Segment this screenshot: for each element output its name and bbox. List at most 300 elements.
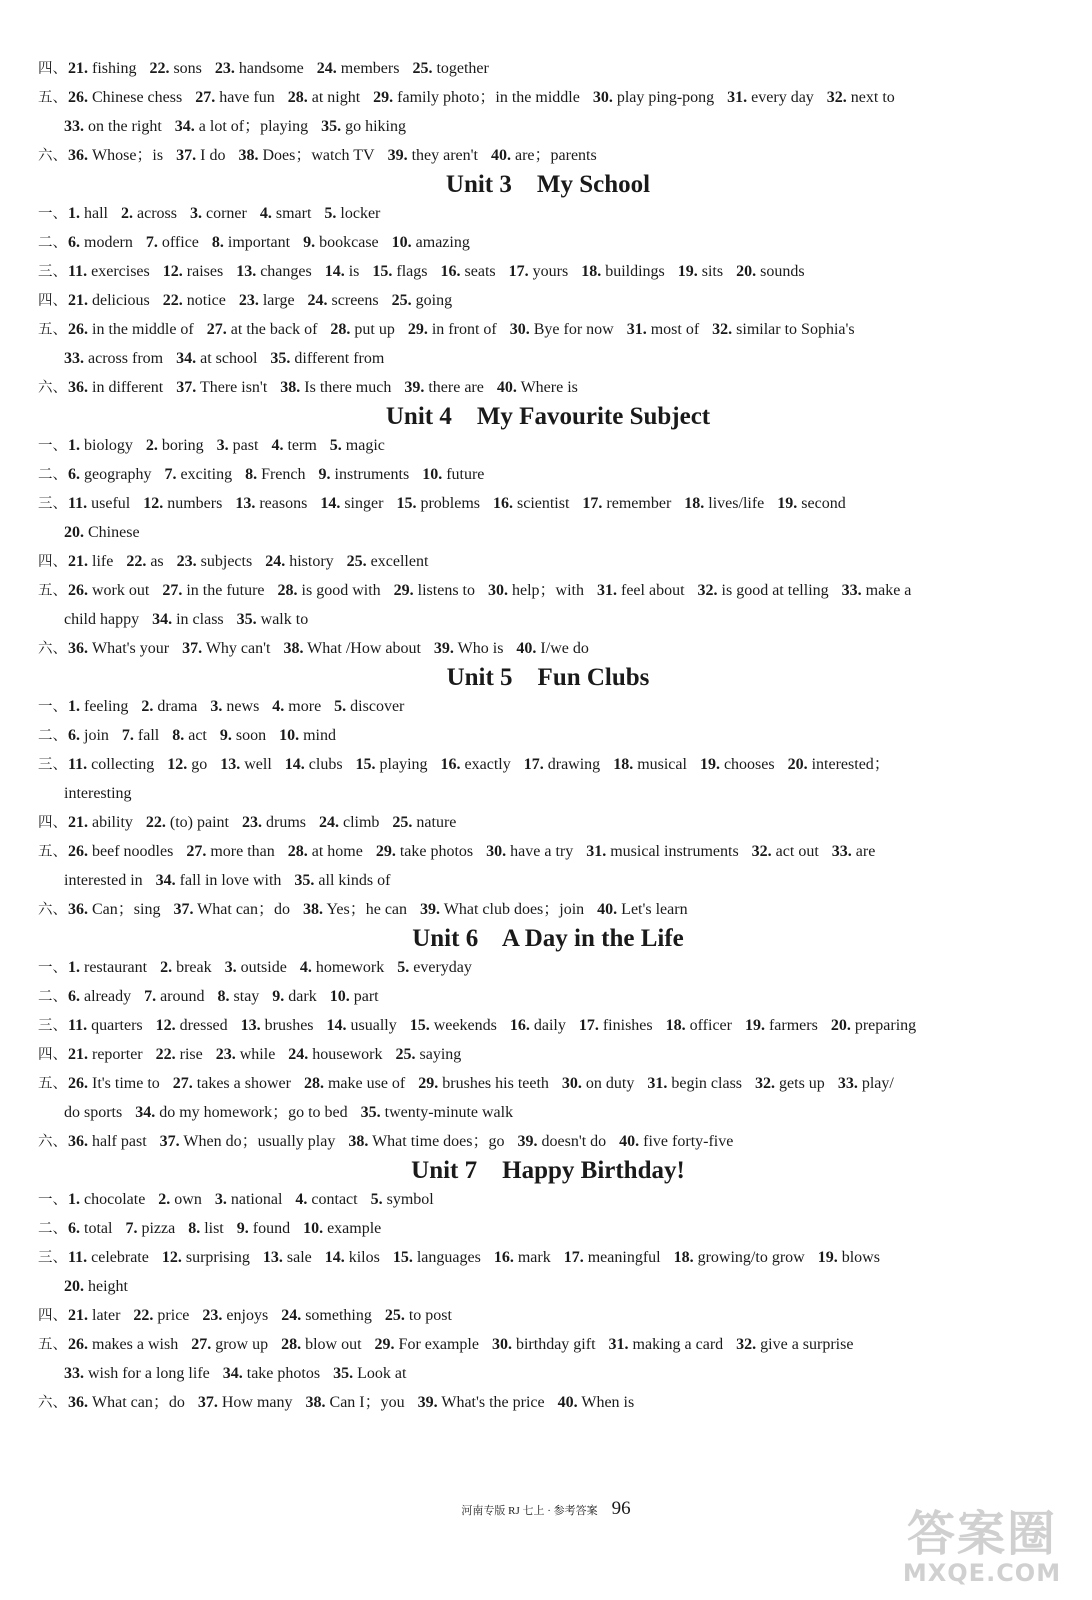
answer-line — [38, 692, 1058, 721]
answer-item — [319, 814, 379, 831]
answer-number: 2. — [160, 959, 173, 976]
answer-item — [372, 263, 427, 280]
answer-item — [207, 321, 318, 338]
answer-text: go hiking — [345, 118, 406, 135]
answer-text: discover — [350, 698, 405, 715]
answer-item — [64, 118, 162, 135]
answer-number: 34. — [135, 1104, 156, 1121]
answer-item — [303, 234, 379, 251]
answer-text: wish for a long life — [88, 1365, 210, 1382]
answer-item — [392, 234, 470, 251]
answer-line — [38, 808, 1058, 837]
answer-number: 27. — [206, 321, 227, 338]
answer-text: notice — [186, 292, 226, 309]
answer-text: different from — [294, 350, 385, 367]
answer-number: 25. — [392, 814, 413, 831]
answer-text: at home — [311, 843, 363, 860]
answer-text: at night — [311, 89, 361, 106]
answer-text: give a surprise — [760, 1336, 854, 1353]
answer-text: help；with — [512, 582, 584, 599]
answer-text: seats — [464, 263, 496, 280]
answer-line — [38, 1243, 1058, 1272]
answer-text: growing/to grow — [697, 1249, 805, 1266]
answer-item — [712, 321, 854, 338]
section-label: 五、 — [38, 90, 67, 106]
answer-item — [306, 1394, 405, 1411]
answer-number: 14. — [320, 495, 341, 512]
answer-number: 2. — [121, 205, 133, 222]
answer-number: 7. — [145, 234, 158, 251]
answer-text: example — [327, 1220, 382, 1237]
answer-text: finishes — [602, 1017, 653, 1034]
answer-number: 31. — [647, 1075, 668, 1092]
answer-text: in the future — [186, 582, 265, 599]
answer-number: 25. — [391, 292, 412, 309]
answer-item — [64, 611, 139, 628]
answer-text: amazing — [415, 234, 470, 251]
answer-text: do my homework；go to bed — [159, 1104, 348, 1121]
answer-line — [38, 228, 1058, 257]
answer-number: 39. — [433, 640, 454, 657]
answer-text: clubs — [308, 756, 343, 773]
answer-number: 30. — [509, 321, 530, 338]
answer-number: 12. — [162, 263, 183, 280]
answer-item — [237, 1220, 290, 1237]
answer-text: Does；watch TV — [262, 147, 375, 164]
answer-item — [736, 1336, 853, 1353]
answer-item — [68, 959, 147, 976]
answer-number: 18. — [673, 1249, 694, 1266]
answer-number: 37. — [176, 147, 197, 164]
answer-item — [324, 205, 380, 222]
answer-item — [300, 959, 384, 976]
answer-number: 26. — [68, 582, 88, 599]
answer-text: Where is — [520, 379, 578, 396]
answer-item — [68, 495, 130, 512]
answer-text: twenty-minute walk — [384, 1104, 514, 1121]
answer-item — [325, 263, 360, 280]
answer-item — [202, 1307, 268, 1324]
answer-item — [162, 1249, 250, 1266]
unit-title: Unit 7 Happy Birthday! — [411, 1157, 685, 1184]
answer-item — [68, 988, 131, 1005]
answer-item — [788, 756, 890, 773]
answer-number: 30. — [561, 1075, 582, 1092]
answer-text: every day — [751, 89, 814, 106]
answer-number: 14. — [324, 1249, 345, 1266]
answer-item — [68, 234, 133, 251]
answer-number: 40. — [619, 1133, 640, 1150]
answer-text: buildings — [605, 263, 665, 280]
answer-text: at school — [200, 350, 258, 367]
section-label: 一、 — [38, 206, 67, 222]
answer-line-continued — [38, 1359, 1058, 1388]
answer-item — [441, 756, 511, 773]
answer-item — [280, 379, 391, 396]
answer-text: grow up — [215, 1336, 269, 1353]
answer-number: 8. — [245, 466, 258, 483]
answer-item — [510, 321, 614, 338]
answer-number: 21. — [68, 292, 88, 309]
answer-text: act out — [775, 843, 819, 860]
answer-text: a lot of；playing — [198, 118, 309, 135]
answer-text: found — [252, 1220, 291, 1237]
answer-text: Chinese — [88, 524, 140, 541]
section-label: 六、 — [38, 1395, 67, 1411]
answer-number: 30. — [491, 1336, 512, 1353]
answer-item — [486, 843, 573, 860]
answer-text: blow out — [305, 1336, 362, 1353]
answer-number: 34. — [176, 350, 197, 367]
answer-number: 40. — [557, 1394, 578, 1411]
section-label: 五、 — [38, 844, 67, 860]
answer-text: break — [176, 959, 212, 976]
answer-number: 3. — [189, 205, 202, 222]
answer-item — [294, 872, 390, 889]
answer-number: 27. — [195, 89, 216, 106]
answer-item — [613, 756, 687, 773]
answer-item — [68, 814, 133, 831]
answer-number: 16. — [509, 1017, 530, 1034]
answer-number: 24. — [281, 1307, 302, 1324]
answer-number: 6. — [68, 727, 80, 744]
answer-text: biology — [84, 437, 133, 454]
answer-number: 14. — [284, 756, 305, 773]
answer-number: 11. — [68, 756, 88, 773]
answer-number: 30. — [592, 89, 613, 106]
answer-number: 23. — [176, 553, 197, 570]
answer-item — [410, 1017, 497, 1034]
answer-number: 31. — [727, 89, 748, 106]
answer-text: well — [244, 756, 272, 773]
answer-item — [279, 727, 336, 744]
answer-item — [295, 1191, 357, 1208]
answer-number: 4. — [295, 1191, 308, 1208]
watermark-logo: 答案圈 — [906, 1506, 1057, 1562]
answer-item — [727, 89, 814, 106]
answer-number: 20. — [736, 263, 757, 280]
answer-line — [38, 489, 1058, 518]
answer-number: 21. — [68, 60, 88, 77]
answer-number: 21. — [68, 1307, 88, 1324]
answer-item — [68, 1017, 143, 1034]
answer-item — [288, 843, 363, 860]
answer-number: 4. — [299, 959, 312, 976]
answer-number: 27. — [191, 1336, 212, 1353]
answer-text: outside — [240, 959, 287, 976]
answer-item — [334, 698, 404, 715]
answer-text: When do；usually play — [183, 1133, 336, 1150]
answer-number: 34. — [152, 611, 173, 628]
answer-number: 8. — [172, 727, 185, 744]
answer-number: 24. — [265, 553, 286, 570]
answer-number: 36. — [68, 901, 88, 918]
answer-number: 34. — [174, 118, 195, 135]
section-label: 三、 — [38, 264, 67, 280]
answer-number: 7. — [164, 466, 177, 483]
answer-item — [68, 321, 194, 338]
answer-text: is good with — [301, 582, 381, 599]
answer-number: 15. — [396, 495, 417, 512]
answer-text: total — [84, 1220, 113, 1237]
answer-number: 37. — [182, 640, 203, 657]
answer-line — [38, 257, 1058, 286]
answer-number: 22. — [149, 60, 170, 77]
answer-text: corner — [205, 205, 247, 222]
answer-item — [68, 1249, 149, 1266]
answer-number: 4. — [272, 698, 285, 715]
answer-text: officer — [689, 1017, 732, 1034]
answer-item — [215, 1191, 283, 1208]
answer-item — [176, 350, 257, 367]
answer-item — [260, 205, 312, 222]
answer-text: sale — [286, 1249, 312, 1266]
answer-number: 13. — [235, 495, 256, 512]
answer-item — [491, 147, 597, 164]
answer-item — [308, 292, 379, 309]
answer-item — [562, 1075, 634, 1092]
answer-number: 2. — [145, 437, 158, 454]
answer-text: fall in love with — [179, 872, 282, 889]
answer-item — [422, 466, 484, 483]
answer-item — [347, 553, 429, 570]
answer-text: take photos — [246, 1365, 321, 1382]
answer-item — [420, 901, 584, 918]
answer-item — [319, 466, 410, 483]
answer-item — [317, 60, 400, 77]
answer-item — [492, 1336, 596, 1353]
answer-text: child happy — [64, 611, 140, 628]
answer-text: brushes his teeth — [442, 1075, 549, 1092]
answer-text: lives/life — [708, 495, 765, 512]
answer-text: What's the price — [441, 1394, 545, 1411]
answer-number: 27. — [172, 1075, 193, 1092]
answer-item — [518, 1133, 607, 1150]
answer-item — [220, 727, 266, 744]
answer-number: 24. — [307, 292, 328, 309]
answer-item — [68, 1075, 160, 1092]
answer-number: 39. — [387, 147, 408, 164]
answer-number: 32. — [736, 1336, 757, 1353]
answer-number: 12. — [167, 756, 188, 773]
section-label: 三、 — [38, 757, 67, 773]
answer-item — [777, 495, 845, 512]
answer-item — [68, 756, 154, 773]
answer-text: Is there much — [304, 379, 392, 396]
answer-text: meaningful — [587, 1249, 661, 1266]
answer-number: 35. — [321, 118, 342, 135]
answer-text: Can；sing — [92, 901, 161, 918]
answer-text: list — [204, 1220, 224, 1237]
answer-text: half past — [92, 1133, 147, 1150]
answer-text: across — [137, 205, 177, 222]
section-label: 六、 — [38, 380, 67, 396]
answer-text: exercises — [91, 263, 150, 280]
answer-number: 1. — [68, 698, 80, 715]
answer-text: more than — [210, 843, 275, 860]
answer-number: 28. — [281, 1336, 302, 1353]
answer-item — [68, 1220, 112, 1237]
answer-text: (to) paint — [169, 814, 229, 831]
answer-item — [396, 1046, 462, 1063]
answer-item — [842, 582, 912, 599]
answer-text: raises — [186, 263, 224, 280]
answer-text: numbers — [167, 495, 223, 512]
answer-item — [237, 611, 309, 628]
answer-text: makes a wish — [92, 1336, 179, 1353]
answer-text: across from — [88, 350, 164, 367]
answer-text: singer — [344, 495, 384, 512]
answer-text: soon — [235, 727, 267, 744]
answer-item — [371, 1191, 434, 1208]
answer-number: 33. — [841, 582, 862, 599]
answer-text: feel about — [621, 582, 685, 599]
answer-text: mark — [517, 1249, 551, 1266]
answer-key-body — [38, 54, 1058, 1417]
answer-number: 17. — [523, 756, 544, 773]
answer-text: chooses — [723, 756, 775, 773]
answer-item — [745, 1017, 818, 1034]
answer-item — [827, 89, 895, 106]
answer-number: 33. — [64, 1365, 84, 1382]
answer-text: symbol — [386, 1191, 434, 1208]
answer-item — [176, 379, 267, 396]
answer-line — [38, 634, 1058, 663]
section-label: 四、 — [38, 815, 67, 831]
answer-text: fall — [137, 727, 160, 744]
answer-item — [818, 1249, 880, 1266]
answer-number: 26. — [68, 321, 88, 338]
answer-text: Let's learn — [621, 901, 688, 918]
answer-text: sons — [173, 60, 202, 77]
answer-item — [303, 901, 407, 918]
answer-line — [38, 837, 1058, 866]
answer-text: there are — [428, 379, 484, 396]
answer-item — [494, 1249, 551, 1266]
section-label: 五、 — [38, 1076, 67, 1092]
answer-item — [831, 1017, 916, 1034]
answer-number: 8. — [211, 234, 224, 251]
answer-line — [38, 54, 1058, 83]
answer-number: 15. — [372, 263, 393, 280]
answer-number: 12. — [143, 495, 164, 512]
answer-number: 38. — [348, 1133, 369, 1150]
answer-text: do sports — [64, 1104, 123, 1121]
answer-text: Chinese chess — [92, 89, 183, 106]
page-number: 96 — [611, 1498, 631, 1519]
answer-item — [172, 727, 207, 744]
answer-number: 39. — [420, 901, 441, 918]
answer-number: 32. — [826, 89, 847, 106]
answer-item — [122, 727, 159, 744]
answer-item — [434, 640, 504, 657]
answer-number: 40. — [496, 379, 517, 396]
answer-number: 21. — [68, 814, 88, 831]
answer-item — [190, 205, 247, 222]
answer-text: stay — [233, 988, 260, 1005]
answer-item — [385, 1307, 452, 1324]
answer-item — [392, 814, 456, 831]
answer-item — [68, 582, 149, 599]
answer-text: they aren't — [411, 147, 478, 164]
answer-text: large — [262, 292, 295, 309]
answer-number: 4. — [271, 437, 284, 454]
answer-text: languages — [416, 1249, 481, 1266]
answer-text: all kinds of — [318, 872, 391, 889]
answer-text: collecting — [91, 756, 155, 773]
answer-text: Who is — [457, 640, 504, 657]
answer-item — [64, 1104, 122, 1121]
answer-number: 36. — [68, 379, 88, 396]
answer-item — [558, 1394, 635, 1411]
answer-item — [68, 698, 128, 715]
answer-text: going — [415, 292, 453, 309]
answer-number: 34. — [222, 1365, 243, 1382]
answer-text: height — [88, 1278, 128, 1295]
answer-item — [191, 1336, 268, 1353]
answer-text: reporter — [92, 1046, 143, 1063]
answer-number: 19. — [699, 756, 720, 773]
answer-number: 40. — [597, 901, 618, 918]
answer-text: news — [226, 698, 260, 715]
answer-text: act — [188, 727, 207, 744]
answer-number: 23. — [238, 292, 259, 309]
answer-number: 36. — [68, 1133, 88, 1150]
answer-number: 22. — [133, 1307, 154, 1324]
answer-number: 3. — [210, 698, 223, 715]
answer-text: future — [446, 466, 485, 483]
answer-item — [160, 1133, 336, 1150]
answer-number: 15. — [409, 1017, 430, 1034]
answer-item — [64, 524, 140, 541]
answer-number: 15. — [355, 756, 376, 773]
answer-text: ability — [92, 814, 133, 831]
answer-item — [68, 1394, 185, 1411]
section-label: 二、 — [38, 235, 67, 251]
answer-number: 5. — [334, 698, 347, 715]
answer-text: are — [855, 843, 876, 860]
answer-number: 29. — [374, 1336, 395, 1353]
answer-text: in class — [176, 611, 224, 628]
answer-number: 18. — [581, 263, 602, 280]
answer-item — [215, 60, 304, 77]
section-label: 五、 — [38, 583, 67, 599]
answer-item — [272, 988, 316, 1005]
answer-number: 32. — [712, 321, 733, 338]
answer-line — [38, 1388, 1058, 1417]
answer-text: price — [157, 1307, 190, 1324]
answer-item — [320, 495, 383, 512]
answer-item — [68, 640, 169, 657]
answer-item — [236, 263, 312, 280]
section-label: 一、 — [38, 699, 67, 715]
answer-item — [356, 756, 428, 773]
answer-text: What's your — [92, 640, 170, 657]
answer-number: 16. — [440, 756, 461, 773]
answer-text: subjects — [200, 553, 253, 570]
answer-text: It's time to — [92, 1075, 160, 1092]
answer-item — [149, 60, 201, 77]
answer-item — [68, 1336, 178, 1353]
answer-line — [38, 721, 1058, 750]
answer-number: 3. — [224, 959, 237, 976]
answer-text: exciting — [180, 466, 233, 483]
answer-number: 28. — [277, 582, 298, 599]
answer-text: on duty — [585, 1075, 635, 1092]
answer-item — [173, 1075, 291, 1092]
unit-title: Unit 5 Fun Clubs — [446, 664, 650, 691]
answer-text: is good at telling — [721, 582, 829, 599]
